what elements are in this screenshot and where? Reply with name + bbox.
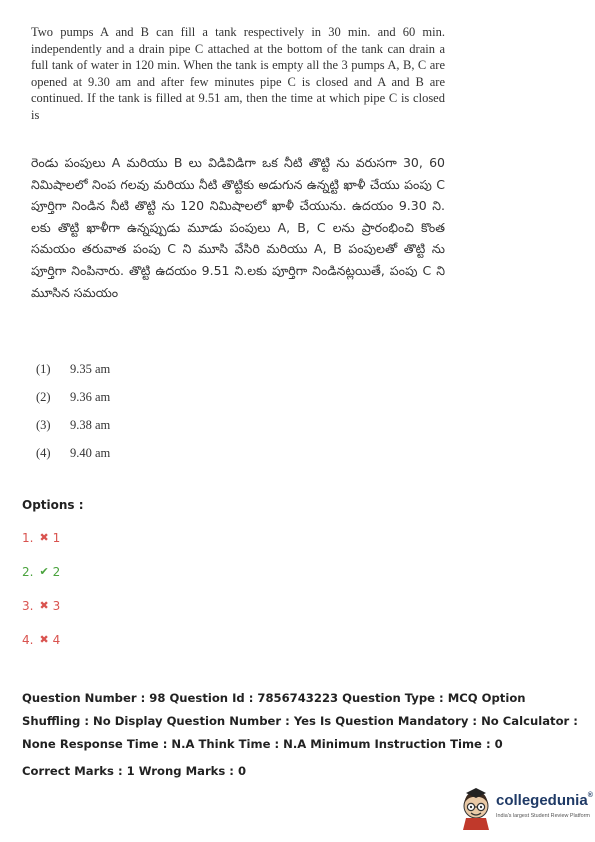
choice-2 — [36, 390, 110, 418]
option-value: 1 — [52, 531, 61, 545]
question-text-telugu: రెండు పంపులు A మరియు B లు విడివిడిగా ఒక నీటి తొట్టి ను వరుసగా 30, 60 నిమిషాలలో నింప గలవు మరియు నీటి తొట్టికు అడుగున ఉన్నట్టి ఖాళీ చేయు పంపు C పూర్తిగా నిండిన నీటి తొట్టి ను 120 నిమిషాలలో ఖాళీ చేయును. ఉదయం 9.30 ని. లకు తొట్టి ఖాళీగా ఉన్నప్పుడు మూడు పంపులు A, B, C లను ప్రారంభించి కొంత సమయం తరువాత పంపు C ని మూసి వేసిరి మరియు A, B పంపులతో తొట్టి ను పూర్తిగా నింపినారు. తొట్టి ఉదయం 9.51 ని.లకు పూర్తిగా నిండినట్లయితే, పంపు C ని మూసిన సమయం — [31, 155, 445, 300]
options-list — [22, 531, 60, 667]
cross-icon: ✖ — [39, 531, 49, 544]
choice-3 — [36, 418, 110, 446]
option-4 — [22, 633, 60, 667]
option-value: 2 — [52, 565, 61, 579]
logo-name: collegedunia — [496, 792, 588, 809]
option-label: 4. — [22, 633, 34, 647]
logo-registered-mark: ® — [587, 792, 593, 799]
choice-1 — [36, 362, 110, 390]
option-3 — [22, 599, 60, 633]
choice-text: 9.35 am — [70, 362, 111, 376]
cross-icon: ✖ — [39, 633, 49, 646]
choice-text: 9.40 am — [70, 446, 111, 460]
cross-icon: ✖ — [39, 599, 49, 612]
logo-tagline: India's largest Student Review Platform — [496, 813, 590, 819]
option-value: 3 — [52, 599, 61, 613]
question-text-english: Two pumps A and B can fill a tank respectively in 30 min. and 60 min. independently and a drain pipe C attached at the bottom of the tank can drain a full tank of water in 120 min. When the tank is empty all the 3 pumps A, B, C are opened at 9.30 am and after few minutes pipe C is closed and A and B are continued. If the tank is filled at 9.51 am, then the time at which pipe C is closed is — [31, 25, 445, 122]
mascot-icon — [458, 786, 494, 830]
choice-4 — [36, 446, 110, 474]
logo-wordmark — [496, 792, 593, 809]
choice-number: (3) — [36, 418, 51, 432]
option-label: 2. — [22, 565, 34, 579]
check-icon: ✔ — [39, 565, 49, 578]
answer-choices — [36, 362, 110, 474]
option-2 — [22, 565, 60, 599]
choice-number: (4) — [36, 446, 51, 460]
option-label: 3. — [22, 599, 34, 613]
options-heading: Options : — [22, 498, 84, 512]
collegedunia-logo — [458, 786, 593, 832]
question-metadata: Question Number : 98 Question Id : 7856743223 Question Type : MCQ Option Shuffling : No Display Question Number : Yes Is Question Mandatory : No Calculator : None Response Time : N.A Think Time : N.A Minimum Instruction Time : 0 — [22, 691, 578, 751]
choice-text: 9.38 am — [70, 418, 111, 432]
choice-number: (2) — [36, 390, 51, 404]
choice-number: (1) — [36, 362, 51, 376]
option-label: 1. — [22, 531, 34, 545]
marks-info: Correct Marks : 1 Wrong Marks : 0 — [22, 764, 247, 778]
choice-text: 9.36 am — [70, 390, 111, 404]
option-1 — [22, 531, 60, 565]
option-value: 4 — [52, 633, 61, 647]
